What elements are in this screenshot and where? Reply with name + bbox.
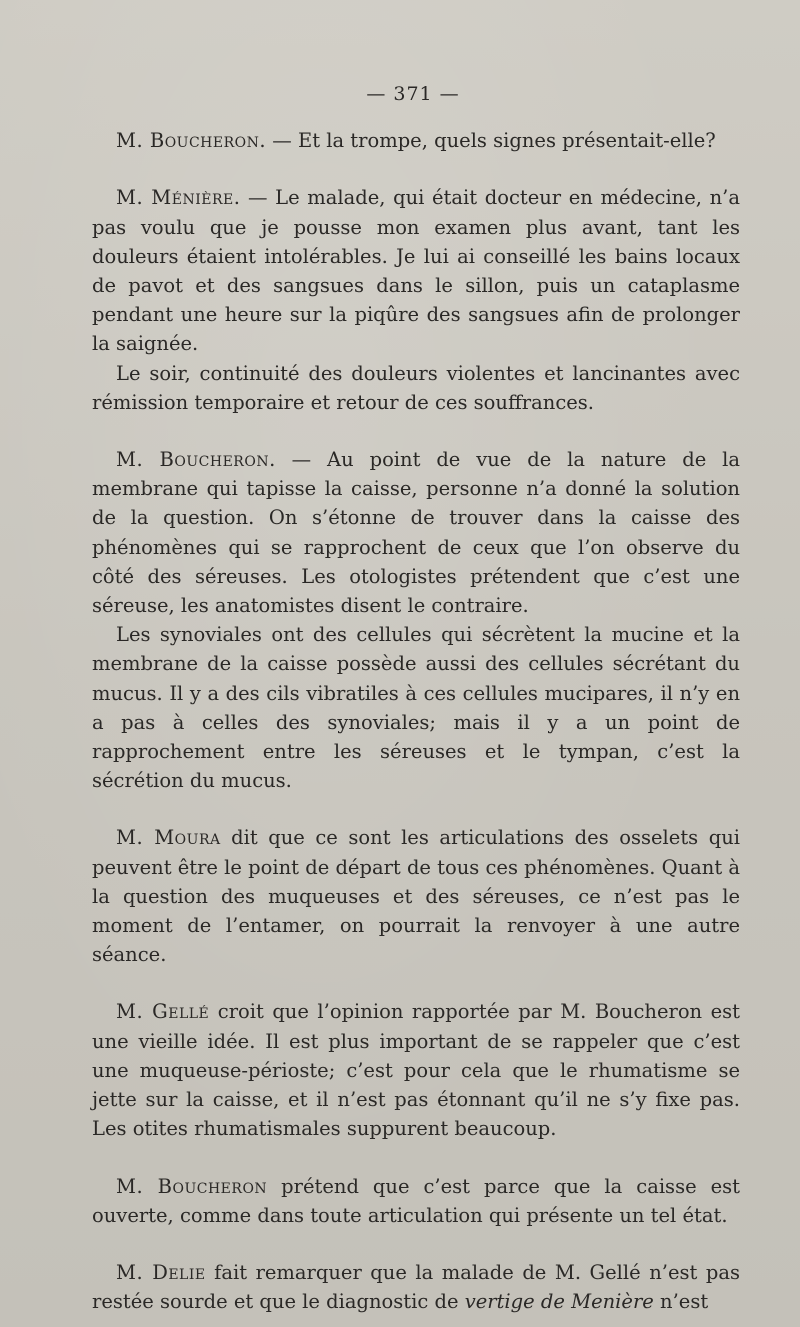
paragraph-text: dit que ce sont les articulations des osselets qui peuvent être le point de départ de tous ces phénomènes. Quant à la question des muqueuses et des séreuses, ce n’est pas le moment de l’entamer, on pourrait la renvoyer à une autre séance. xyxy=(92,826,740,967)
paragraph-text: prétend que c’est parce que la caisse est ouverte, comme dans toute articulation qui présente un tel état. xyxy=(92,1174,740,1227)
paragraph-text: Les synoviales ont des cellules qui sécrètent la mucine et la membrane de la caisse possède aussi des cellules sécrétant du mucus. Il y a des cils vibratiles à ces cellules mucipares, il n’y en a pas à celles des synoviales; mais il y a un point de rapprochement entre les séreuses et le tympan, c’est la sécrétion du mucus. xyxy=(92,623,740,793)
paragraph xyxy=(92,997,740,1143)
speaker-name: M. Delie xyxy=(116,1260,206,1284)
page-text xyxy=(92,80,740,1316)
speaker-name: M. Boucheron. xyxy=(116,129,267,153)
paragraph xyxy=(92,1258,740,1316)
italic-term: vertige de Menière xyxy=(464,1290,654,1314)
paragraph-text: — Le malade, qui était docteur en médecine, n’a pas voulu que je pousse mon examen plus avant, tant les douleurs étaient intolérables. Je lui ai conseillé les bains locaux de pavot et des sangsues dans le sillon, puis un cataplasme pendant une heure sur la piqûre des sangsues afin de prolonger la saignée. xyxy=(92,186,740,356)
paragraph xyxy=(92,823,740,969)
paragraph-text: Le soir, continuité des douleurs violentes et lancinantes avec rémission temporaire et retour de ces souffrances. xyxy=(92,361,740,414)
paragraph-text: — Et la trompe, quels signes présentait-elle? xyxy=(266,129,716,153)
speaker-name: M. Boucheron xyxy=(116,1174,268,1198)
speaker-name: M. Boucheron. xyxy=(116,448,276,472)
paragraph-text: — Au point de vue de la nature de la membrane qui tapisse la caisse, personne n’a donné la solution de la question. On s’étonne de trouver dans la caisse des phénomènes qui se rapprochent de ceux que l’on observe du côté des séreuses. Les otologistes prétendent que c’est une séreuse, les anatomistes disent le contraire. xyxy=(92,448,740,618)
paragraph xyxy=(92,1172,740,1230)
paragraph-text: croit que l’opinion rapportée par M. Boucheron est une vieille idée. Il est plus important de se rappeler que c’est une muqueuse-périoste; c’est pour cela que le rhumatisme se jette sur la caisse, et il n’est pas étonnant qu’il ne s’y fixe pas. Les otites rhumatismales suppurent beaucoup. xyxy=(92,1000,740,1141)
paragraph-text: fait remarquer que la malade de M. Gellé n’est pas restée sourde et que le diagnostic de xyxy=(92,1260,740,1314)
page-number: — 371 — xyxy=(366,83,460,105)
paragraph xyxy=(92,183,740,358)
paragraph xyxy=(92,620,740,795)
speaker-name: M. Gellé xyxy=(116,1000,210,1024)
paragraph xyxy=(92,445,740,620)
paragraph xyxy=(92,126,740,155)
speaker-name: M. Ménière. xyxy=(116,186,241,210)
paragraph-text-end: n’est xyxy=(653,1290,709,1314)
speaker-name: M. Moura xyxy=(116,826,221,850)
paragraph xyxy=(92,359,740,417)
